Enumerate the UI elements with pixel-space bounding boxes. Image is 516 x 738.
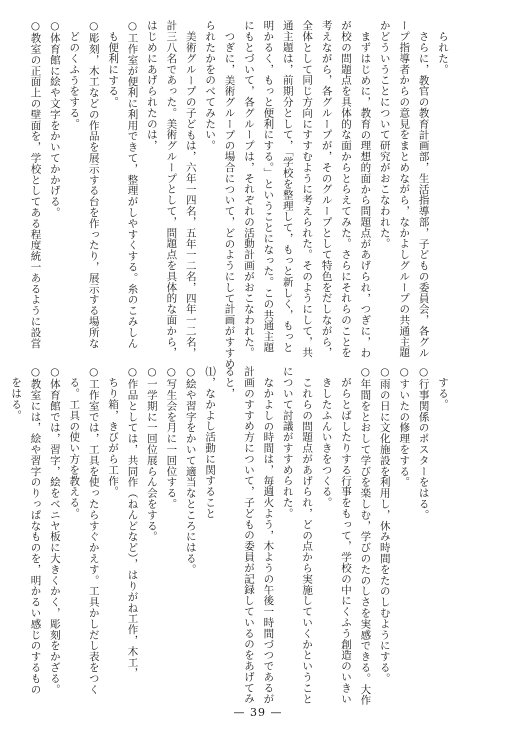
list-item: ○すいたの修理をする。 [398,366,411,488]
text-line: 計三八名であった。美術グループとして，問題点を具体的な面から， [165,20,178,358]
text-line: 美術グループの子どもは，六年一四名，五年一二名，四年一二名， [184,30,197,358]
text-line: について討議がすすめられた。 [281,366,294,519]
text-line: が校の問題点を具体的な面からとらえてみた。さらにそれらのことを [339,20,352,358]
list-item-continuation: る。工具の使い方を教える。 [68,376,81,519]
text-line: ると， [223,366,236,399]
list-item: ○工作室では，工具を使ったらすぐかえす。工具かしだし表をつく [87,366,100,695]
list-item: ○教室の正面上の壁面を，学校としてある程度統一あるように設営 [29,20,42,349]
text-line: 通主題は，前期分として，「学校を整理して，もっと新しく，もっと [281,20,294,353]
list-item: ○雨の日に文化施設を利用し，休み時間をたのしむようにする。 [378,366,391,684]
list-item: ○工作室が便利に利用できて，整理がしやすくする。糸のこみしん [126,20,139,349]
list-item-continuation: も便利にする。 [107,30,120,107]
list-item: ○彫刻，木工などの作品を展示する台を作ったり，展示する場所な [87,20,100,349]
text-line: さらに，教官の教育計画部，生活指導部，子どもの委員会，各グル [417,30,430,358]
lower-text-block [10,366,452,706]
text-line: 計画のすすめ方について，子どもの委員が記録しているのをあげてみ [242,366,255,704]
list-item: ○写生会を月に一回位する。 [165,366,178,510]
text-line: まずはじめに，教育の理想的面から問題点があげられ，つぎに，わ [359,30,372,358]
list-item: ○体育館に絵や文字をかいてかかげる。 [48,20,61,218]
list-item: ○年間をとおして学びを楽しむ，学びのたのしさを実感できる。大作 [359,366,372,706]
list-item-continuation: がらとばしたりする行事をもって，学校の中にくふう創造のいきい [339,376,352,704]
list-item: ○教室には，絵や習字のりっぱなものを，明かるい感じのするもの [29,366,42,695]
text-line: はじめにあげられたのは， [145,20,158,151]
text-line: られた。 [437,30,449,75]
list-item-continuation: する。 [437,376,449,410]
section-heading: ⑴，なかよし活動に関すること [204,366,217,519]
list-item-continuation: きしたふんいきをつくる。 [320,376,333,508]
text-line: られたかをのべてみたい。 [204,20,217,151]
text-line: これらの問題点があげられ，どの点から実施していくかということ [301,376,314,704]
text-line: 考えながら，各グループが，そのグループとして特色をだしながら， [320,20,333,358]
text-line: かどういうことについて研究がおこなわれた。 [378,20,391,249]
list-item: ○一学期に一回位展らん会をする。 [145,366,158,542]
list-item: ○絵や習字をかいて適当なところにはる。 [184,366,197,575]
page-number: — 39 — [233,706,283,719]
list-item: ○作品としては，共同作（ねんどなど），はりがね工作，木工， [126,366,139,679]
text-line: なかよしの時間は，毎週火よう，木ようの午後一時間づつであるが [262,376,275,704]
text-line: つぎに，美術グループの場合について，どのようにして計画がすすめ [223,30,236,369]
upper-text-block [16,20,452,369]
list-item: ○体育館では，習字，絵をベニヤ板に大きくかく，彫刻をかざる。 [48,366,61,695]
text-line: 全体として同じ方向にすすむように考えられた。そのようにして，共 [301,20,314,358]
list-item-continuation: ちり箱，きびがら工作。 [107,376,120,497]
text-line: 明かるく，もっと便利にする。」ということになった。この共通主題 [262,20,275,353]
text-line: ープ指導者からの意見をまとめながら，なかよしグループの共通主題 [398,20,411,358]
list-item-continuation: をはる。 [10,376,23,421]
list-item-continuation: どのくふうをする。 [68,30,81,129]
text-line: にもとづいて，各グループは，それぞれの活動計画がおこなわれた。 [242,20,255,358]
list-item: ○行事関係のポスターをはる。 [417,366,430,521]
